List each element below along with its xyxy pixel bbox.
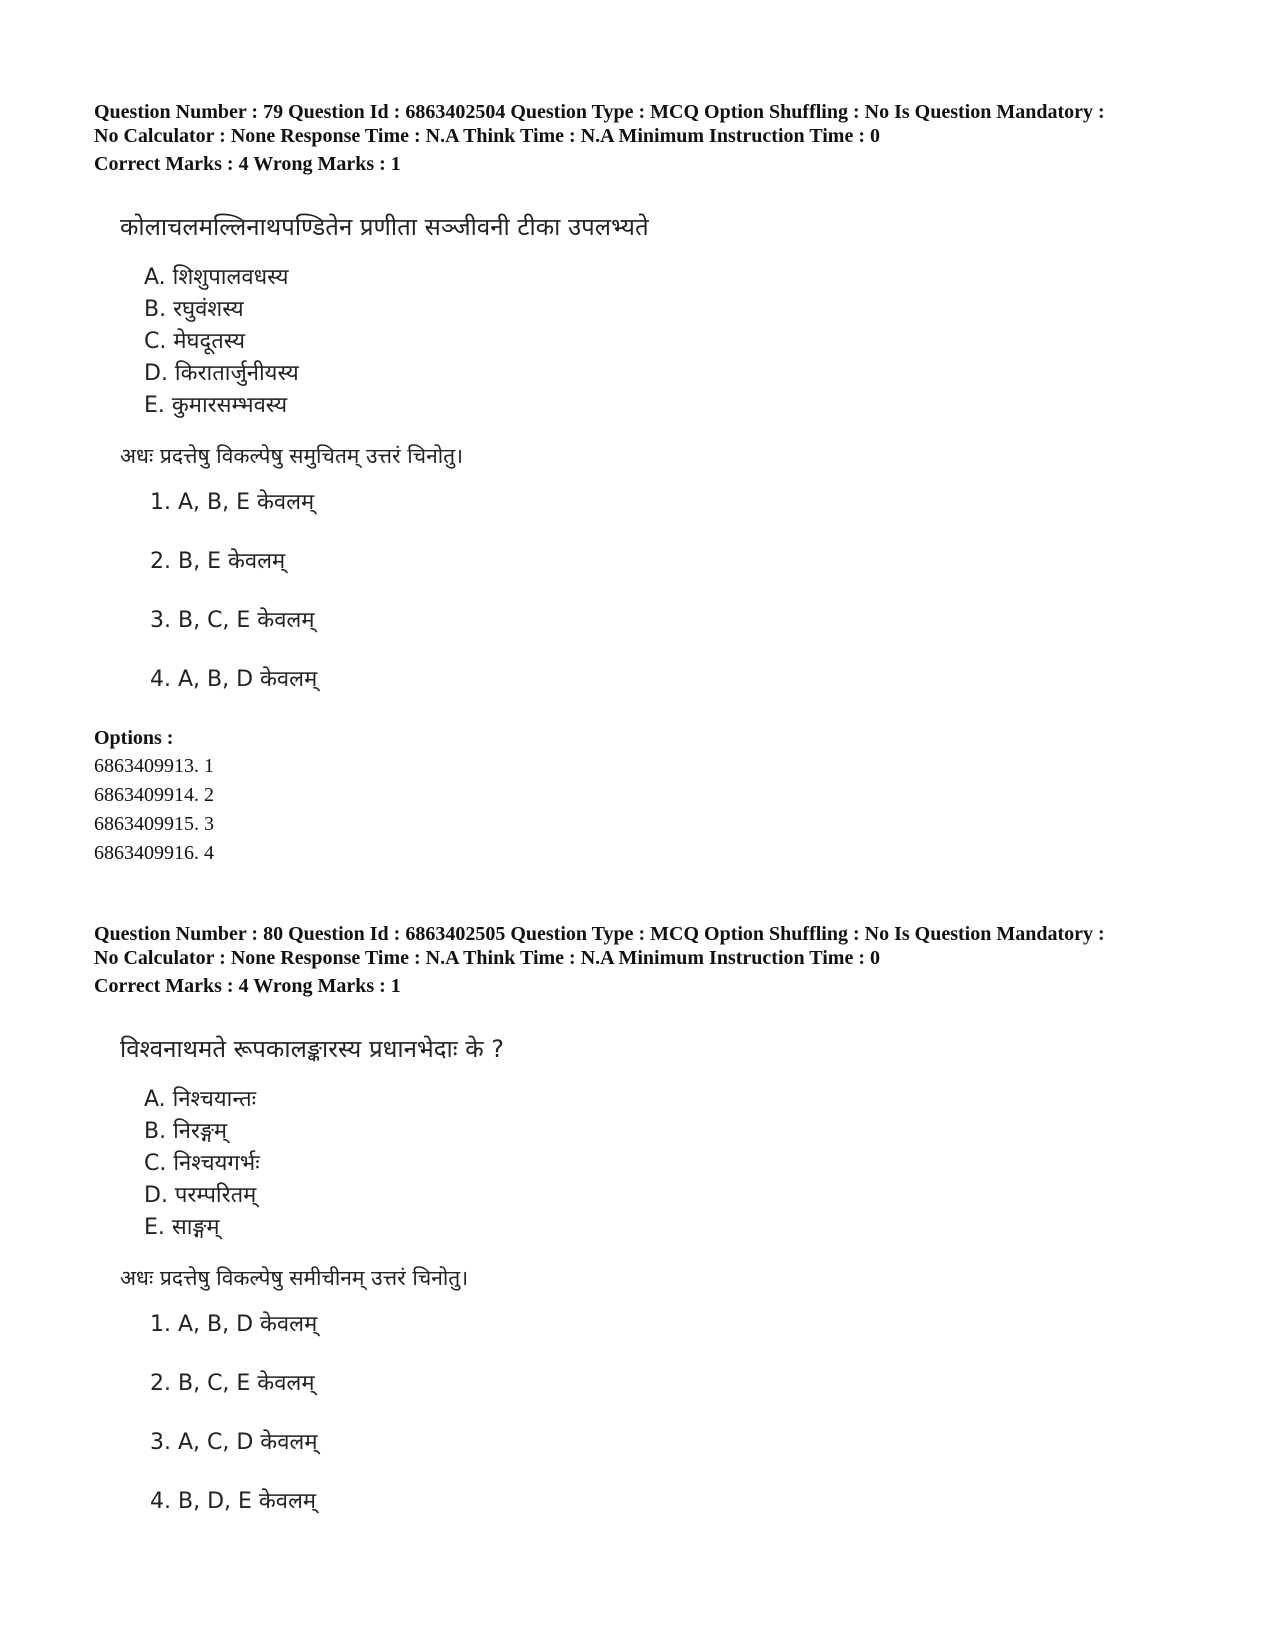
question-meta-line-1: Question Number : 80 Question Id : 6863402505 Question Type : MCQ Option Shuffling : No Is Question Mandatory : [94, 923, 1105, 945]
choice-item: D. किरातार्जुनीयस्य [144, 361, 299, 386]
choice-item: C. मेघदूतस्य [144, 329, 246, 354]
answer-list [94, 1308, 1204, 1544]
answer-item: 1. A, B, E केवलम् [150, 490, 315, 515]
choice-list [94, 1084, 1204, 1244]
question-meta [94, 100, 1204, 176]
question-stem: विश्वनाथमते रूपकालङ्कारस्य प्रधानभेदाः के ? [120, 1035, 505, 1063]
option-id-item: 6863409913. 1 [94, 755, 214, 777]
answer-item: 3. B, C, E केवलम् [150, 608, 315, 633]
answer-item: 1. A, B, D केवलम् [150, 1312, 318, 1337]
option-id-item: 6863409916. 4 [94, 842, 214, 864]
question-block-80 [94, 922, 1204, 1544]
option-id-list [94, 752, 1204, 868]
choice-item: E. कुमारसम्भवस्य [144, 393, 288, 418]
choice-item: D. परम्परितम् [144, 1183, 257, 1208]
question-block-79 [94, 100, 1204, 868]
options-heading: Options : [94, 727, 174, 749]
option-id-item: 6863409915. 3 [94, 813, 214, 835]
question-instruction: अधः प्रदत्तेषु विकल्पेषु समुचितम् उत्तरं चिनोतु। [120, 444, 464, 468]
answer-item: 4. A, B, D केवलम् [150, 667, 318, 692]
question-marks: Correct Marks : 4 Wrong Marks : 1 [94, 975, 401, 997]
choice-item: B. रघुवंशस्य [144, 297, 244, 322]
choice-item: A. निश्चयान्तः [144, 1087, 257, 1112]
choice-list [94, 262, 1204, 422]
answer-item: 3. A, C, D केवलम् [150, 1430, 318, 1455]
option-id-item: 6863409914. 2 [94, 784, 214, 806]
question-meta-line-2: No Calculator : None Response Time : N.A Think Time : N.A Minimum Instruction Time : 0 [94, 947, 880, 969]
answer-item: 2. B, C, E केवलम् [150, 1371, 315, 1396]
answer-item: 4. B, D, E केवलम् [150, 1489, 317, 1514]
question-instruction: अधः प्रदत्तेषु विकल्पेषु समीचीनम् उत्तरं चिनोतु। [120, 1266, 469, 1290]
answer-list [94, 486, 1204, 722]
question-stem: कोलाचलमल्लिनाथपण्डितेन प्रणीता सञ्जीवनी टीका उपलभ्यते [120, 213, 649, 241]
choice-item: B. निरङ्गम् [144, 1119, 228, 1144]
choice-item: A. शिशुपालवधस्य [144, 265, 289, 290]
question-meta [94, 922, 1204, 998]
question-meta-line-2: No Calculator : None Response Time : N.A Think Time : N.A Minimum Instruction Time : 0 [94, 125, 880, 147]
question-meta-line-1: Question Number : 79 Question Id : 6863402504 Question Type : MCQ Option Shuffling : No Is Question Mandatory : [94, 101, 1105, 123]
choice-item: E. साङ्गम् [144, 1215, 220, 1240]
choice-item: C. निश्चयगर्भः [144, 1151, 260, 1176]
question-marks: Correct Marks : 4 Wrong Marks : 1 [94, 153, 401, 175]
answer-item: 2. B, E केवलम् [150, 549, 286, 574]
